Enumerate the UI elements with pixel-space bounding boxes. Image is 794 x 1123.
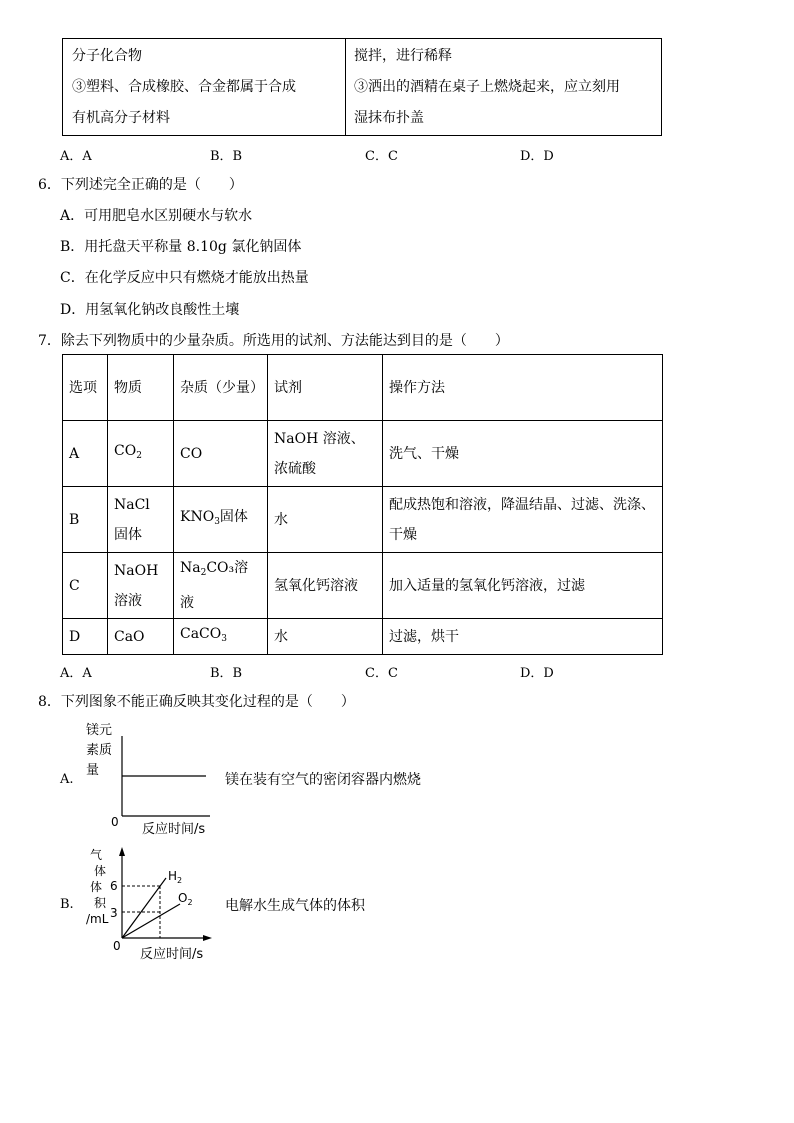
graph-b-tick-6: 6	[110, 879, 118, 893]
cell-impurity	[174, 619, 268, 655]
header-cell: 操作方法	[383, 355, 663, 421]
formula-text: KNO	[180, 509, 215, 525]
graph-b-y-arrow	[119, 847, 125, 856]
graph-b-o2-label	[178, 891, 193, 907]
h2-subscript: 2	[177, 876, 183, 885]
formula-subscript: 2	[136, 451, 142, 461]
graph-b	[80, 842, 230, 964]
graph-a	[80, 718, 230, 838]
formula-text: CO	[114, 443, 137, 459]
formula-subscript: 3	[221, 634, 227, 644]
top-right-line: 湿抹布扑盖	[354, 110, 424, 126]
graph-b-ylabel: 积	[94, 896, 107, 910]
graph-b-ylabel: 体	[90, 880, 103, 894]
q6-option-a: A．可用肥皂水区别硬水与软水	[60, 208, 253, 224]
q8-b-caption: 电解水生成气体的体积	[225, 898, 365, 914]
graph-b-h2-label	[168, 869, 182, 885]
q8-a-caption: 镁在装有空气的密闭容器内燃烧	[225, 772, 421, 788]
top-right-cell	[354, 41, 620, 134]
q6-option-d: D．用氢氧化钠改良酸性土壤	[60, 302, 240, 318]
graph-a-ylabel: 镁元	[86, 723, 113, 738]
o2-subscript: 2	[187, 898, 193, 907]
option-d: D．D	[520, 666, 554, 681]
cell-method: 过滤，烘干	[383, 619, 663, 655]
table-row	[63, 553, 663, 619]
cell-reagent: 水	[268, 619, 383, 655]
table-row	[63, 487, 663, 553]
cell-option: C	[63, 553, 108, 619]
option-a: A．A	[60, 149, 92, 164]
formula-text: 固体	[219, 509, 248, 525]
graph-b-ylabel: 体	[94, 864, 107, 878]
cell-method: 加入适量的氢氧化钙溶液，过滤	[383, 553, 663, 619]
q8-stem: 8．下列图象不能正确反映其变化过程的是（ ）	[38, 694, 355, 710]
formula-text: Na	[180, 560, 201, 576]
header-cell: 选项	[63, 355, 108, 421]
graph-b-xlabel: 反应时间/s	[140, 947, 204, 962]
top-left-line: 分子化合物	[72, 48, 142, 64]
cell-method: 配成热饱和溶液，降温结晶、过滤、洗涤、干燥	[383, 487, 663, 553]
top-left-line: ③塑料、合成橡胶、合金都属于合成	[72, 79, 296, 95]
table-divider	[345, 39, 346, 135]
graph-b-origin: 0	[113, 939, 121, 953]
graph-a-ylabel: 素质	[86, 743, 113, 758]
header-cell: 试剂	[268, 355, 383, 421]
cell-impurity	[174, 553, 268, 619]
header-cell: 物质	[108, 355, 174, 421]
q6-stem: 6．下列述完全正确的是（ ）	[38, 177, 243, 193]
cell-substance: NaCl 固体	[108, 487, 174, 553]
option-c: C．C	[365, 666, 398, 681]
cell-reagent: 水	[268, 487, 383, 553]
option-c: C．C	[365, 149, 398, 164]
cell-substance: CaO	[108, 619, 174, 655]
cell-impurity	[174, 487, 268, 553]
q6-option-c: C．在化学反应中只有燃烧才能放出热量	[60, 270, 309, 286]
table-row	[63, 421, 663, 487]
formula-subscript: 2	[200, 568, 207, 578]
graph-b-ylabel: /mL	[86, 912, 109, 926]
option-b: B．B	[210, 666, 243, 681]
option-d: D．D	[520, 149, 554, 164]
graph-b-o2-line	[122, 904, 180, 938]
o2-symbol: O	[178, 891, 188, 905]
graph-b-h2-line	[122, 878, 166, 938]
cell-substance	[108, 421, 174, 487]
formula-text: CaCO	[180, 626, 222, 642]
top-right-line: 搅拌，进行稀释	[354, 48, 452, 64]
cell-reagent: NaOH 溶液、浓硫酸	[268, 421, 383, 487]
top-left-line: 有机高分子材料	[72, 110, 170, 126]
cell-reagent: 氢氧化钙溶液	[268, 553, 383, 619]
graph-b-x-arrow	[203, 935, 212, 941]
table-row	[63, 619, 663, 655]
q7-table	[62, 354, 663, 655]
cell-option: A	[63, 421, 108, 487]
formula-subscript: 3	[214, 517, 220, 527]
graph-b-ylabel: 气	[90, 848, 103, 862]
formula-text: CO₃溶液	[180, 560, 249, 611]
option-b: B．B	[210, 149, 243, 164]
cell-substance: NaOH 溶液	[108, 553, 174, 619]
h2-symbol: H	[168, 869, 178, 883]
top-right-line: ③洒出的酒精在桌子上燃烧起来，应立刻用	[354, 79, 620, 95]
top-left-cell	[72, 41, 296, 134]
cell-impurity: CO	[174, 421, 268, 487]
q8-a-label: A.	[60, 772, 74, 787]
graph-b-tick-3: 3	[110, 906, 118, 920]
top-table	[62, 38, 662, 136]
header-cell: 杂质（少量）	[174, 355, 268, 421]
option-a: A．A	[60, 666, 92, 681]
q7-stem: 7．除去下列物质中的少量杂质。所选用的试剂、方法能达到目的是（ ）	[38, 333, 509, 349]
graph-a-ylabel: 量	[86, 763, 100, 778]
graph-a-xlabel: 反应时间/s	[142, 822, 206, 837]
q6-option-b: B．用托盘天平称量 8.10g 氯化钠固体	[60, 239, 302, 255]
cell-method: 洗气、干燥	[383, 421, 663, 487]
cell-option: D	[63, 619, 108, 655]
q8-b-label: B.	[60, 897, 74, 912]
graph-a-origin: 0	[111, 815, 119, 829]
table-header-row	[63, 355, 663, 421]
cell-option: B	[63, 487, 108, 553]
